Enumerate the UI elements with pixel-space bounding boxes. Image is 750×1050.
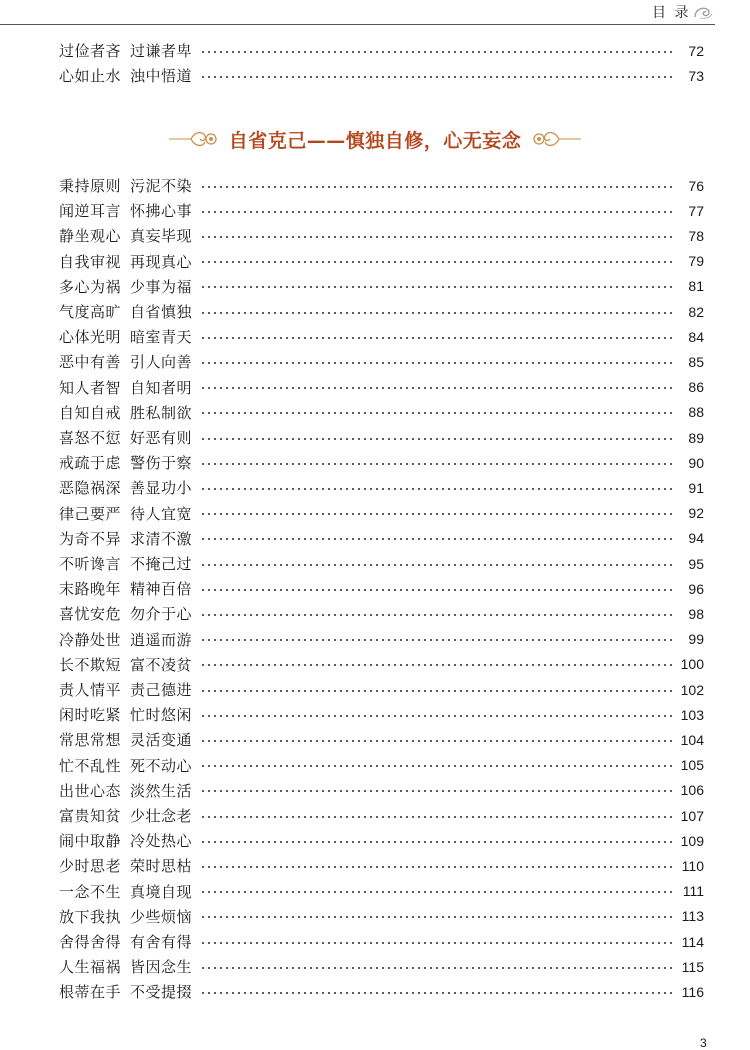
entry-title-part2: 逍遥而游 (130, 630, 193, 649)
toc-entry[interactable] (59, 299, 704, 324)
entry-page-number: 102 (680, 681, 704, 698)
entry-title-part1: 律己要严 (59, 504, 122, 523)
dot-leader (200, 765, 672, 767)
entry-title-part2: 淡然生活 (130, 781, 193, 800)
entry-page-number: 106 (680, 782, 704, 799)
entry-page-number: 110 (681, 857, 704, 874)
entry-title-part2: 真妄毕现 (130, 227, 193, 246)
entry-page-number: 113 (681, 908, 704, 925)
entry-title-part2: 冷处热心 (130, 832, 193, 851)
entry-title-part2: 待人宜宽 (130, 504, 193, 523)
entry-title-part2: 真境自现 (130, 882, 193, 901)
entry-page-number: 104 (680, 731, 704, 748)
entry-title-part2: 不受提掇 (130, 983, 193, 1002)
entry-title-part1: 恶隐祸深 (59, 479, 122, 498)
entry-title-part2: 求清不激 (130, 529, 193, 548)
dot-leader (200, 589, 672, 591)
toc-entry[interactable] (59, 223, 704, 248)
toc-entry[interactable] (59, 349, 704, 374)
entry-title-part1: 忙不乱性 (59, 756, 122, 775)
dot-leader (200, 841, 672, 843)
entry-title-part1: 秉持原则 (59, 177, 122, 195)
entry-page-number: 76 (688, 177, 704, 194)
dot-leader (200, 866, 672, 868)
toc-entry[interactable] (59, 727, 704, 752)
entry-page-number: 72 (688, 42, 704, 59)
entry-page-number: 85 (688, 353, 704, 370)
toc-entry[interactable] (59, 173, 704, 198)
entry-page-number: 92 (688, 505, 704, 522)
dot-leader (200, 76, 672, 78)
entry-title-part2: 灵活变通 (130, 731, 193, 750)
entry-page-number: 100 (680, 656, 704, 673)
entry-title-part1: 富贵知贫 (59, 807, 122, 825)
dot-leader (200, 690, 672, 692)
toc-entry[interactable] (59, 828, 704, 853)
entry-page-number: 82 (688, 303, 704, 320)
entry-title-part2: 勿介于心 (130, 605, 193, 624)
entry-page-number: 109 (680, 832, 704, 849)
entry-page-number: 103 (680, 706, 704, 723)
entry-page-number: 79 (688, 253, 704, 270)
entry-title-part1: 一念不生 (59, 882, 122, 901)
dot-leader (200, 538, 672, 540)
toc-entry[interactable] (59, 677, 704, 702)
entry-page-number: 111 (682, 883, 704, 900)
toc-entry[interactable] (59, 853, 704, 878)
dot-leader (200, 362, 672, 364)
entry-title-part2: 胜私制欲 (130, 403, 193, 422)
entry-title-part2: 好恶有则 (130, 429, 193, 447)
entry-page-number: 90 (688, 454, 704, 471)
dot-leader (200, 639, 672, 641)
toc-entry[interactable] (59, 274, 704, 299)
entry-title-part2: 有舍有得 (130, 933, 193, 951)
entry-title-part2: 自知者明 (130, 378, 193, 397)
entry-page-number: 98 (688, 605, 704, 622)
entry-title-part2: 警伤于察 (130, 454, 193, 473)
dot-leader (200, 211, 672, 213)
entry-title-part1: 少时思老 (59, 857, 122, 876)
toc-entry[interactable] (59, 627, 704, 652)
dot-leader (200, 614, 672, 616)
entry-page-number: 91 (688, 479, 704, 496)
dot-leader (200, 312, 672, 314)
dot-leader (200, 891, 672, 893)
dot-leader (200, 992, 672, 994)
dot-leader (200, 337, 672, 339)
right-flourish-icon (531, 128, 581, 150)
entry-title-part2: 少事为福 (130, 277, 193, 296)
toc-entry[interactable] (59, 576, 704, 601)
entry-title-part2: 再现真心 (130, 252, 193, 271)
entry-page-number: 89 (688, 429, 704, 446)
dot-leader (200, 790, 672, 792)
entry-page-number: 84 (688, 328, 704, 345)
entry-title-part1: 过俭者吝 (59, 42, 122, 60)
dot-leader (200, 261, 672, 263)
dot-leader (200, 916, 672, 918)
toc-entry[interactable] (59, 778, 704, 803)
toc-entry[interactable] (59, 425, 704, 450)
entry-page-number: 81 (688, 278, 704, 295)
entry-title-part1: 不听谗言 (59, 555, 122, 573)
dot-leader (200, 816, 672, 818)
toc-entry[interactable] (59, 450, 704, 475)
entry-title-part1: 根蒂在手 (59, 983, 122, 1002)
toc-entry[interactable] (59, 702, 704, 727)
entry-title-part2: 污泥不染 (130, 177, 193, 195)
dot-leader (200, 463, 672, 465)
entry-page-number: 114 (681, 933, 704, 950)
entry-title-part2: 责己德进 (130, 681, 193, 699)
entry-page-number: 86 (688, 379, 704, 396)
header-title: 目 录 (652, 5, 691, 21)
entry-title-part1: 放下我执 (59, 907, 122, 926)
entry-page-number: 77 (688, 202, 704, 219)
entry-page-number: 73 (688, 67, 704, 84)
entry-title-part1: 自我审视 (59, 252, 122, 271)
swirl-ornament-icon (692, 3, 714, 21)
dot-leader (200, 438, 672, 440)
entry-title-part1: 为奇不异 (59, 529, 122, 548)
entry-title-part1: 人生福祸 (59, 958, 122, 977)
toc-entry[interactable] (59, 526, 704, 551)
toc-entry[interactable] (59, 652, 704, 677)
entry-title-part2: 浊中悟道 (130, 67, 193, 85)
toc-entry[interactable] (59, 198, 704, 223)
toc-entry[interactable] (59, 249, 704, 274)
entry-title-part1: 长不欺短 (59, 655, 122, 674)
entry-title-part2: 怀拂心事 (130, 202, 193, 221)
entry-title-part1: 静坐观心 (59, 227, 122, 246)
dot-leader (200, 51, 672, 53)
dot-leader (200, 513, 672, 515)
entry-page-number: 95 (688, 555, 704, 572)
section-title: 自省克己——慎独自修，心无妄念 (228, 129, 522, 152)
dot-leader (200, 564, 672, 566)
entry-title-part2: 暗室青天 (130, 328, 193, 347)
dot-leader (200, 664, 672, 666)
toc-entry[interactable] (59, 904, 704, 929)
header-rule (0, 24, 715, 25)
entry-title-part2: 自省慎独 (130, 303, 193, 321)
entry-title-part1: 喜忧安危 (59, 605, 122, 624)
entry-title-part1: 喜怒不愆 (59, 429, 122, 447)
entry-title-part1: 闻逆耳言 (59, 202, 122, 221)
toc-entry[interactable] (59, 324, 704, 349)
dot-leader (200, 967, 672, 969)
entry-page-number: 105 (680, 757, 704, 774)
entry-page-number: 116 (681, 983, 704, 1000)
toc-entry[interactable] (59, 38, 704, 63)
entry-page-number: 94 (688, 530, 704, 547)
toc-entry[interactable] (59, 929, 704, 954)
toc-entry[interactable] (59, 879, 704, 904)
entry-title-part1: 知人者智 (59, 378, 122, 397)
left-flourish-icon (169, 128, 219, 150)
dot-leader (200, 387, 672, 389)
toc-entry[interactable] (59, 979, 704, 1004)
entry-title-part2: 忙时悠闲 (130, 706, 193, 725)
entry-title-part1: 自知自戒 (59, 403, 122, 422)
entry-page-number: 99 (688, 631, 704, 648)
toc-entry[interactable] (59, 551, 704, 576)
entry-title-part2: 少些烦恼 (130, 907, 193, 926)
entry-page-number: 107 (680, 807, 704, 824)
entry-title-part1: 多心为祸 (59, 277, 122, 296)
dot-leader (200, 286, 672, 288)
entry-page-number: 115 (681, 958, 704, 975)
entry-title-part1: 常思常想 (59, 731, 122, 750)
entry-page-number: 78 (688, 227, 704, 244)
entry-title-part1: 末路晚年 (59, 580, 122, 599)
toc-entry[interactable] (59, 375, 704, 400)
dot-leader (200, 236, 672, 238)
entry-title-part2: 善显功小 (130, 479, 193, 498)
toc-entry[interactable] (59, 475, 704, 500)
dot-leader (200, 412, 672, 414)
section-heading (0, 124, 750, 154)
entry-title-part1: 恶中有善 (59, 353, 122, 372)
toc-entry[interactable] (59, 63, 704, 88)
entry-title-part2: 荣时思枯 (130, 857, 193, 876)
entry-title-part2: 不掩己过 (130, 555, 193, 573)
entry-title-part1: 责人情平 (59, 681, 122, 699)
entry-title-part1: 冷静处世 (59, 630, 122, 649)
entry-title-part2: 富不凌贫 (130, 655, 193, 674)
dot-leader (200, 942, 672, 944)
entry-title-part1: 心体光明 (59, 328, 122, 347)
toc-entry[interactable] (59, 954, 704, 979)
entry-page-number: 88 (688, 404, 704, 421)
entry-title-part1: 气度高旷 (59, 303, 122, 321)
page-number: 3 (700, 1036, 707, 1050)
toc-entry[interactable] (59, 501, 704, 526)
dot-leader (200, 488, 672, 490)
dot-leader (200, 186, 672, 188)
entry-title-part2: 引人向善 (130, 353, 193, 372)
entry-page-number: 96 (688, 580, 704, 597)
entry-title-part2: 精神百倍 (130, 580, 193, 599)
dot-leader (200, 740, 672, 742)
entry-title-part1: 闲时吃紧 (59, 706, 122, 725)
entry-title-part1: 舍得舍得 (59, 933, 122, 951)
entry-title-part1: 出世心态 (59, 781, 122, 800)
entry-title-part2: 少壮念老 (130, 807, 193, 825)
toc-entry[interactable] (59, 601, 704, 626)
toc-entry[interactable] (59, 400, 704, 425)
entry-title-part2: 皆因念生 (130, 958, 193, 977)
entry-title-part1: 心如止水 (59, 67, 122, 85)
entry-title-part1: 闹中取静 (59, 832, 122, 851)
toc-entry[interactable] (59, 753, 704, 778)
dot-leader (200, 715, 672, 717)
entry-title-part2: 过谦者卑 (130, 42, 193, 60)
toc-entry[interactable] (59, 803, 704, 828)
entry-title-part2: 死不动心 (130, 756, 193, 775)
running-header (0, 0, 750, 26)
entry-title-part1: 戒疏于虑 (59, 454, 122, 473)
